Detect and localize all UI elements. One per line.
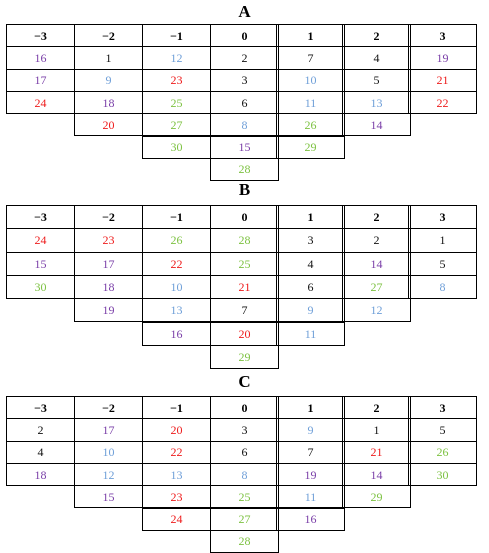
table-cell: 6 (210, 91, 279, 114)
column-header: 0 (210, 24, 279, 47)
table-cell: 12 (74, 463, 143, 486)
table-cell: 3 (276, 228, 345, 252)
table-cell: 22 (142, 441, 211, 464)
table-cell: 28 (210, 228, 279, 252)
table-cell: 18 (6, 463, 75, 486)
column-header: −1 (142, 396, 211, 419)
table-cell: 28 (210, 158, 279, 181)
column-header: −3 (6, 205, 75, 229)
table-cell: 20 (74, 113, 143, 136)
table-cell: 29 (210, 345, 279, 369)
table-cell: 21 (210, 275, 279, 299)
table-cell: 4 (342, 46, 411, 69)
table-cell: 30 (6, 275, 75, 299)
table-cell: 6 (210, 441, 279, 464)
table-cell: 16 (6, 46, 75, 69)
table-cell: 13 (342, 91, 411, 114)
table-cell: 5 (408, 252, 477, 276)
column-header: 1 (276, 24, 345, 47)
table-cell: 17 (74, 252, 143, 276)
table-cell: 13 (142, 463, 211, 486)
table-cell: 23 (142, 69, 211, 92)
panel-title-a: A (238, 2, 251, 21)
table-cell: 30 (142, 136, 211, 159)
table-cell: 7 (210, 298, 279, 322)
table-cell: 5 (342, 69, 411, 92)
table-cell: 24 (6, 91, 75, 114)
table-cell: 7 (276, 46, 345, 69)
table-cell: 23 (74, 228, 143, 252)
table-cell: 5 (408, 418, 477, 441)
table-cell: 9 (276, 418, 345, 441)
column-header: 2 (342, 205, 411, 229)
table-cell: 1 (74, 46, 143, 69)
table-cell: 6 (276, 275, 345, 299)
table-cell: 21 (408, 69, 477, 92)
panel-title-b: B (238, 180, 251, 199)
table-cell: 29 (342, 485, 411, 508)
table-cell: 3 (210, 69, 279, 92)
table-cell: 10 (142, 275, 211, 299)
column-header: −2 (74, 396, 143, 419)
table-cell: 22 (408, 91, 477, 114)
table-cell: 19 (74, 298, 143, 322)
table-cell: 29 (276, 136, 345, 159)
table-cell: 8 (210, 463, 279, 486)
table-cell: 19 (408, 46, 477, 69)
table-cell: 23 (142, 485, 211, 508)
table-cell: 1 (342, 418, 411, 441)
table-cell: 14 (342, 113, 411, 136)
table-cell: 10 (276, 69, 345, 92)
table-cell: 24 (6, 228, 75, 252)
column-header: −2 (74, 24, 143, 47)
table-cell: 11 (276, 91, 345, 114)
table-cell: 14 (342, 463, 411, 486)
table-cell: 17 (74, 418, 143, 441)
table-cell: 16 (142, 322, 211, 346)
column-header: 1 (276, 396, 345, 419)
panel-title-c: C (238, 372, 251, 391)
column-header: −2 (74, 205, 143, 229)
table-cell: 17 (6, 69, 75, 92)
column-header: 3 (408, 205, 477, 229)
column-header: 3 (408, 396, 477, 419)
table-cell: 24 (142, 508, 211, 531)
table-cell: 27 (142, 113, 211, 136)
table-cell: 26 (276, 113, 345, 136)
table-cell: 18 (74, 275, 143, 299)
table-cell: 22 (142, 252, 211, 276)
table-cell: 15 (210, 136, 279, 159)
table-cell: 9 (74, 69, 143, 92)
table-cell: 2 (342, 228, 411, 252)
column-header: 0 (210, 205, 279, 229)
table-cell: 10 (74, 441, 143, 464)
table-cell: 16 (276, 508, 345, 531)
column-header: 2 (342, 24, 411, 47)
table-cell: 11 (276, 322, 345, 346)
table-cell: 12 (142, 46, 211, 69)
table-cell: 30 (408, 463, 477, 486)
table-cell: 27 (210, 508, 279, 531)
table-cell: 11 (276, 485, 345, 508)
table-cell: 8 (210, 113, 279, 136)
table-cell: 28 (210, 530, 279, 553)
table-cell: 9 (276, 298, 345, 322)
column-header: 1 (276, 205, 345, 229)
table-cell: 15 (6, 252, 75, 276)
table-cell: 26 (408, 441, 477, 464)
table-cell: 18 (74, 91, 143, 114)
table-cell: 7 (276, 441, 345, 464)
table-cell: 2 (210, 46, 279, 69)
table-cell: 20 (210, 322, 279, 346)
table-cell: 3 (210, 418, 279, 441)
table-cell: 25 (210, 252, 279, 276)
table-cell: 2 (6, 418, 75, 441)
table-cell: 12 (342, 298, 411, 322)
column-header: −3 (6, 24, 75, 47)
table-cell: 21 (342, 441, 411, 464)
table-cell: 25 (210, 485, 279, 508)
table-cell: 14 (342, 252, 411, 276)
column-header: 0 (210, 396, 279, 419)
table-cell: 26 (142, 228, 211, 252)
column-header: −1 (142, 205, 211, 229)
column-header: −3 (6, 396, 75, 419)
table-cell: 1 (408, 228, 477, 252)
table-cell: 19 (276, 463, 345, 486)
table-cell: 4 (6, 441, 75, 464)
table-cell: 8 (408, 275, 477, 299)
table-cell: 4 (276, 252, 345, 276)
table-cell: 27 (342, 275, 411, 299)
column-header: 3 (408, 24, 477, 47)
table-cell: 15 (74, 485, 143, 508)
table-cell: 20 (142, 418, 211, 441)
column-header: 2 (342, 396, 411, 419)
column-header: −1 (142, 24, 211, 47)
table-cell: 25 (142, 91, 211, 114)
table-cell: 13 (142, 298, 211, 322)
